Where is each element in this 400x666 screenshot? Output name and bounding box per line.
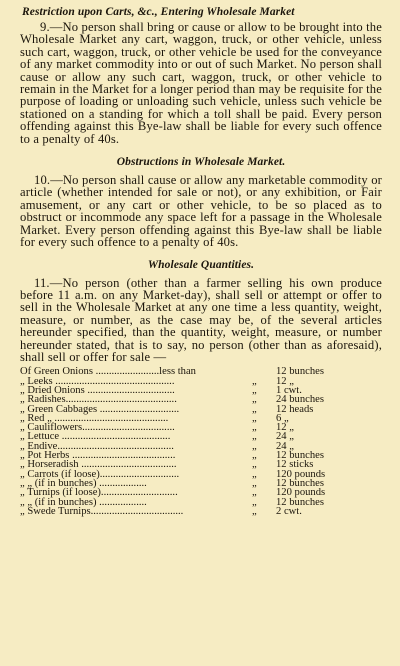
ditto-mark: „ bbox=[252, 431, 257, 443]
item-name: „ „ (if in bunches) .................. bbox=[20, 496, 147, 508]
minimum-quantity: 12 bunches bbox=[276, 366, 324, 378]
ditto-mark: „ bbox=[252, 440, 257, 452]
item-name: „ Leeks ............................................. bbox=[20, 375, 175, 387]
ditto-mark: „ bbox=[252, 384, 257, 396]
ditto-mark: „ bbox=[252, 505, 257, 517]
minimum-quantity: 24 „ bbox=[276, 440, 294, 452]
item-name: „ Swede Turnips................................... bbox=[20, 505, 184, 517]
bye-law-10-paragraph: 10.—No person shall cause or allow any marketable commodity or article (whether intended for sale or not), or any exhibition, or Fair amusement, or any cart or other vehicle, to be so placed as to obstruct or incommode any space left for a passage in the Wholesale Market. Every person offending against this Bye-law shall be liable for every such offence to a penalty of 40s. bbox=[20, 173, 382, 250]
ditto-mark: „ bbox=[252, 487, 257, 499]
table-row bbox=[20, 507, 382, 516]
section-heading: Restriction upon Carts, &c., Entering Wholesale Market bbox=[22, 6, 295, 18]
minimum-quantity: 2 cwt. bbox=[276, 505, 302, 517]
minimum-quantity: 120 pounds bbox=[276, 468, 326, 480]
ditto-mark: „ bbox=[252, 450, 257, 462]
item-name: „ Endive............................................ bbox=[20, 440, 174, 452]
bye-law-9-paragraph: 9.—No person shall bring or cause or allow to be brought into the Wholesale Market any cart, waggon, truck, or other vehicle, unless such cart, waggon, truck, or other vehicle be used for the conveyance of any market commodity into or out of such Market. No person shall cause or allow any such cart, waggon, truck, or other vehicle to remain in the Market for a longer period than may be requisite for the purpose of loading or unloading such vehicle, unless such vehicle be stationed on a standing for which a toll shall be paid. Every person offending against this Bye-law shall be liable for every such offence to a penalty of 40s. bbox=[20, 20, 382, 146]
ditto-mark: „ bbox=[252, 459, 257, 471]
item-name: „ Cauliflowers................................... bbox=[20, 422, 175, 434]
ditto-mark: „ bbox=[252, 412, 257, 424]
item-name: „ Red „ ........................................... bbox=[20, 412, 169, 424]
minimum-quantity: 24 bunches bbox=[276, 394, 324, 406]
ditto-mark: „ bbox=[252, 468, 257, 480]
section-heading: Wholesale Quantities. bbox=[147, 258, 255, 271]
item-name: „ Radishes.......................................... bbox=[20, 394, 177, 406]
item-name: „ Turnips (if loose)............................. bbox=[20, 487, 178, 499]
item-name: „ Carrots (if loose).............................. bbox=[20, 468, 180, 480]
minimum-quantity: 12 bunches bbox=[276, 450, 324, 462]
bye-law-11-paragraph: 11.—No person (other than a farmer selling his own produce before 11 a.m. on any Market-day), shall sell or attempt or offer to sell in the Wholesale Market at any one time a less quantity, weight, measure, or number, as the case may be, of the several articles hereunder specified, than the quantity, weight, measure, or number hereunder stated, that is to say, no person (other than as aforesaid), shall sell or offer for sale — bbox=[20, 275, 382, 364]
minimum-quantity: 12 „ bbox=[276, 422, 294, 434]
item-name: Of Green Onions ........................less than bbox=[20, 366, 196, 378]
ditto-mark: „ bbox=[252, 403, 257, 415]
section-heading: Obstructions in Wholesale Market. bbox=[116, 156, 286, 169]
item-name: „ Pot Herbs ....................................... bbox=[20, 450, 176, 462]
minimum-quantity: 120 pounds bbox=[276, 487, 326, 499]
minimum-quantity: 24 „ bbox=[276, 431, 294, 443]
ditto-mark: „ bbox=[252, 375, 257, 387]
minimum-quantity: 12 bunches bbox=[276, 496, 324, 508]
minimum-quantity: 12 „ bbox=[276, 375, 294, 387]
minimum-quantity: 12 sticks bbox=[276, 459, 314, 471]
ditto-mark: „ bbox=[252, 394, 257, 406]
item-name: „ Green Cabbages .............................. bbox=[20, 403, 180, 415]
ditto-mark: „ bbox=[252, 422, 257, 434]
item-name: „ Dried Onions ................................. bbox=[20, 384, 175, 396]
minimum-quantity: 12 heads bbox=[276, 403, 314, 415]
item-name: „ Horseradish .................................... bbox=[20, 459, 177, 471]
minimum-quantity: 1 cwt. bbox=[276, 384, 302, 396]
ditto-mark: „ bbox=[252, 496, 257, 508]
minimum-quantity: 12 bunches bbox=[276, 477, 324, 489]
quantities-table bbox=[20, 367, 382, 516]
ditto-mark: „ bbox=[252, 477, 257, 489]
item-name: „ „ (if in bunches) .................. bbox=[20, 477, 147, 489]
item-name: „ Lettuce ......................................... bbox=[20, 431, 171, 443]
minimum-quantity: 6 „ bbox=[276, 412, 289, 424]
